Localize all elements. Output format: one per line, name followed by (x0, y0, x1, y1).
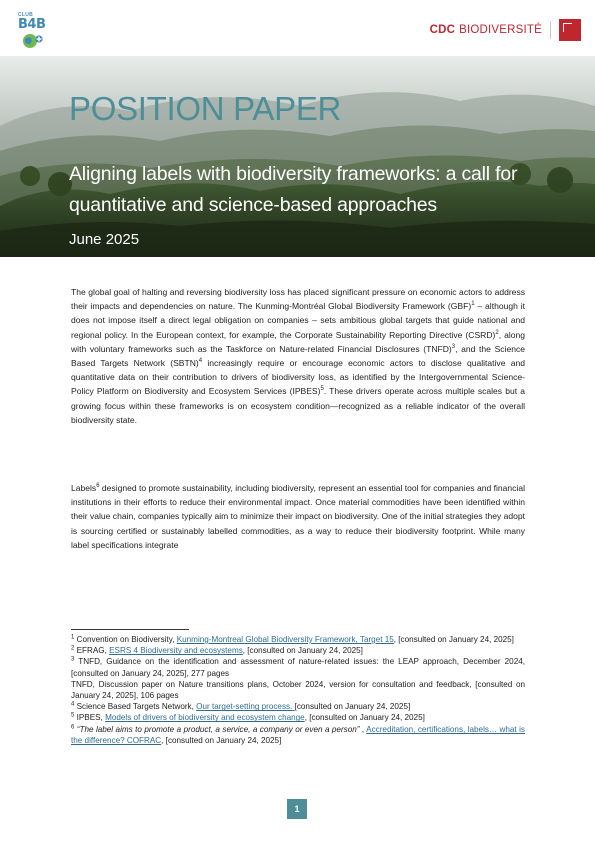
cdc-name: CDC (429, 24, 456, 36)
footnote-number: 1 (71, 634, 75, 641)
footnote-link-cofrac[interactable]: Accreditation, certifications, labels… what is the difference? COFRAC (71, 724, 525, 745)
p2-text-a: Labels (71, 483, 97, 493)
footnote-6 (71, 724, 525, 746)
footnote-divider (71, 629, 189, 630)
cdc-sub: BIODIVERSITÉ (459, 24, 542, 36)
footnote-text: IPBES, (74, 713, 106, 723)
p1-text-b: – although it does not impose itself a direct legal obligation on companies – sets ambitious global targets that guide national and regional policy. In the European context, for example, the Corporate Sustainability Reporting Directive (CSRD) (71, 301, 525, 340)
footnote-tail: [consulted on January 24, 2025] (294, 702, 411, 712)
footnote-number: 6 (71, 723, 75, 730)
p2-text-b: designed to promote sustainability, including biodiversity, represent an essential tool for companies and financial institutions in their efforts to reduce their environmental impact. Once material commodities have been identified within their value chain, companies typically aim to minimize their impact on biodiversity. One of the initial strategies they adopt is sourcing certified or sustainably labelled commodities, as a way to reduce their biodiversity footprint. While many label specifications integrate (71, 483, 525, 550)
footnote-number: 3 (71, 656, 75, 663)
landscape-image (0, 56, 595, 257)
footnote-number: 2 (71, 645, 75, 652)
footnote-2 (71, 645, 525, 656)
footnote-1 (71, 634, 525, 645)
footnote-number: 4 (71, 701, 75, 708)
p1-text-e: increasingly require or encourage economic actors to disclose qualitative and quantitative data on their contribution to drivers of biodiversity loss, as identified by the Intergovernmental Science-Policy Platform on Biodiversity and Ecosystem Services (IPBES) (71, 358, 525, 397)
footnote-text: Convention on Biodiversity, (74, 635, 177, 644)
page-title: Aligning labels with biodiversity frameworks: a call for quantitative and science-based approaches (69, 163, 518, 216)
footnote-link-esrs-4[interactable]: ESRS 4 Biodiversity and ecosystems (109, 646, 243, 656)
footnote-quote: “The label aims to promote a product, a service, a company or even a person” (74, 724, 362, 734)
cdc-biodiversite-logo (430, 19, 581, 41)
intro-paragraph (71, 285, 525, 427)
page-number: 1 (287, 799, 307, 819)
page-header (0, 0, 595, 56)
footnote-text: , (361, 724, 367, 734)
footnote-tail: , [consulted on January 24, 2025] (161, 735, 282, 745)
globe-icon (22, 33, 44, 49)
footnote-3b: TNFD, Discussion paper on Nature transitions plans, October 2024, version for consultation and feedback, [consulted on January 24, 2025], 106 pages (71, 679, 525, 701)
footnote-link-sbtn-process[interactable]: Our target-setting process. (196, 702, 295, 712)
publication-date: June 2025 (69, 231, 140, 248)
p1-text-a: The global goal of halting and reversing biodiversity loss has placed significant pressure on economic actors to address their impacts and dependencies on nature. The Kunming-Montréal Global Biodiversity Framework (GBF) (71, 287, 525, 312)
footnote-tail: , [consulted on January 24, 2025] (393, 635, 514, 644)
footnote-3 (71, 656, 525, 678)
club-b4b-logo (18, 12, 52, 50)
footnote-ref-1[interactable]: 1 (471, 301, 475, 308)
b4b-name: B4B (18, 17, 46, 32)
footnote-tail: , [consulted on January 24, 2025] (242, 646, 363, 656)
footnote-number: 5 (71, 712, 75, 719)
footnote-text: TNFD, Guidance on the identification and assessment of nature-related issues: the LEAP approach, December 2024, [consulted on January 24, 2025], 277 pages (71, 657, 525, 678)
labels-paragraph (71, 481, 525, 552)
document-type-label: POSITION PAPER (69, 90, 342, 127)
b4b-club-label: CLUB (18, 12, 34, 18)
logo-divider (550, 21, 551, 39)
caisse-des-depots-badge (559, 19, 581, 41)
badge-mark-icon (563, 23, 572, 32)
p1-text-f: . These drivers operate across multiple scales but a growing focus within these frameworks is on ecosystem condition—recognized as a reliable indicator of the overall biodiversity state. (71, 386, 525, 425)
p1-text-c: , along with voluntary frameworks such as the Taskforce on Nature-related Financial Disclosures (TNFD) (71, 329, 525, 354)
footnote-ref-3[interactable]: 3 (451, 343, 456, 350)
p1-text-d: , and the Science Based Targets Network (SBTN) (71, 343, 525, 369)
footnote-text: EFRAG, (74, 646, 110, 656)
footnote-tail: , [consulted on January 24, 2025] (304, 713, 425, 723)
hero-banner (0, 56, 595, 257)
footnotes (71, 634, 525, 746)
footnote-4 (71, 701, 525, 712)
footnote-ref-6[interactable]: 6 (96, 483, 100, 490)
footnote-link-ipbes-models[interactable]: Models of drivers of biodiversity and ecosystem change (105, 713, 305, 723)
footnote-ref-5[interactable]: 5 (320, 386, 324, 393)
footnote-link-gbf-target-15[interactable]: Kunming-Montreal Global Biodiversity Framework, Target 15 (176, 635, 394, 644)
footnote-ref-4[interactable]: 4 (198, 358, 203, 365)
footnote-ref-2[interactable]: 2 (495, 329, 499, 336)
footnote-5 (71, 712, 525, 723)
footnote-text: Science Based Targets Network, (74, 702, 197, 712)
